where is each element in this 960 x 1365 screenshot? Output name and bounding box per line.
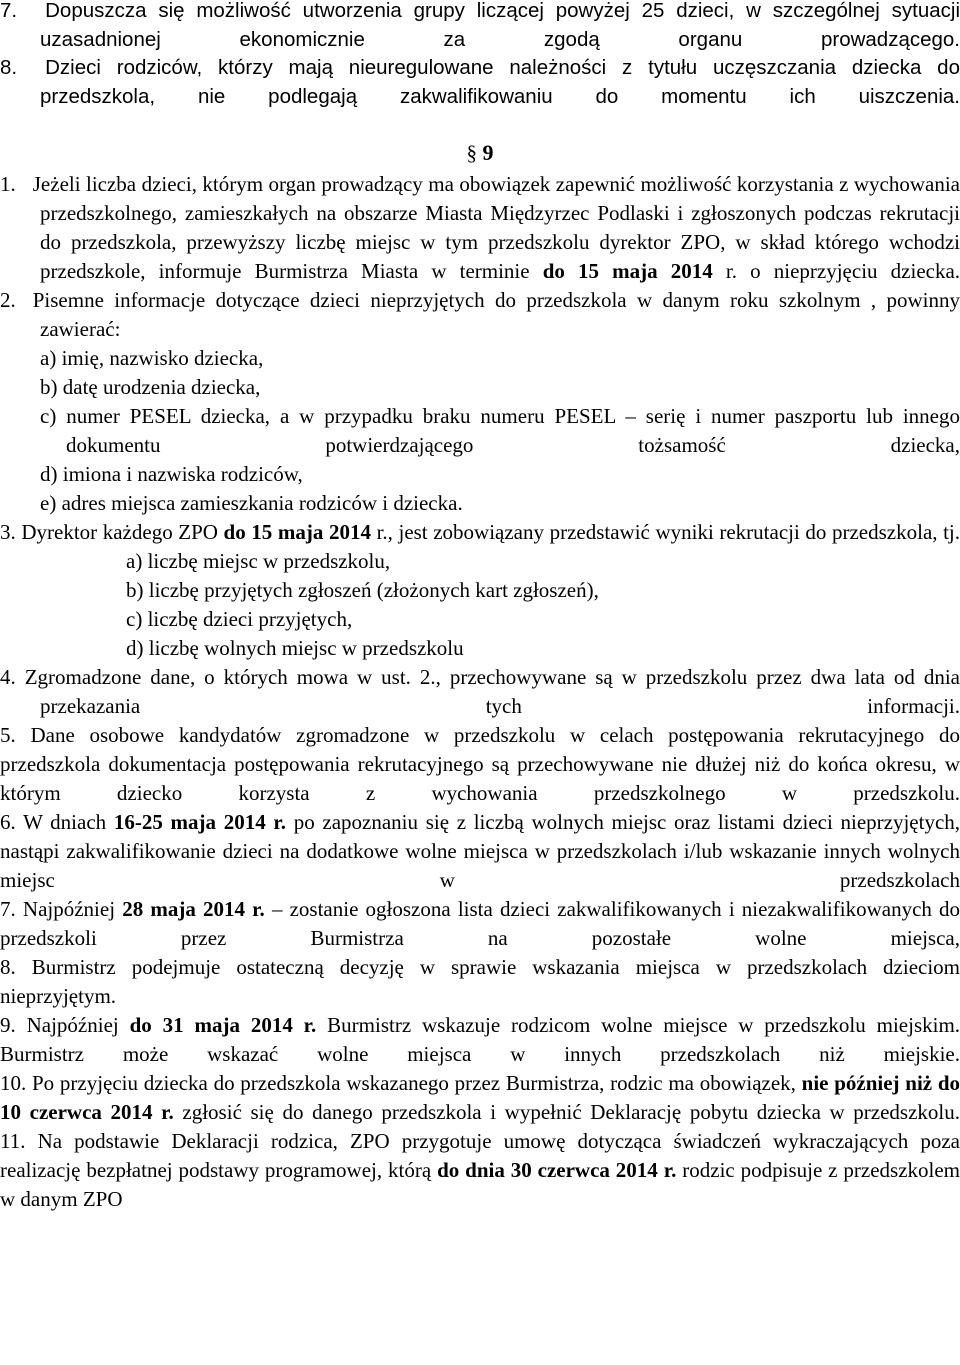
clause-3-date: do 15 maja 2014 <box>223 520 371 544</box>
clause-3 <box>0 518 960 547</box>
clause-8 <box>0 953 960 1011</box>
clause-5-text: Dane osobowe kandydatów zgromadzone w przedszkolu w celach postępowania rekrutacyjnego do przedszkola dokumentacja postępowania rekrutacyjnego są przechowywane nie dłużej niż do końca okresu, w którym dziecko korzysta z wychowania przedszkolnego w przedszkolu. <box>0 723 960 805</box>
clause-6-number: 6. <box>0 810 16 834</box>
clause-11-text-end: rodzic podpisuje z przedszkolem w danym ZPO <box>0 1158 960 1211</box>
clause-3-items <box>0 547 960 663</box>
clause-9-text-end: Burmistrz wskazuje rodzicom wolne miejsce w przedszkolu miejskim. Burmistrz może wskazać wolne miejsca w innych przedszkolach niż miejskie. <box>0 1013 960 1066</box>
paragraph-8-text: Dzieci rodziców, którzy mają nieuregulowane należności z tytułu uczęszczania dziecka do przedszkola, nie podlegają zakwalifikowaniu do momentu ich uiszczenia. <box>40 56 960 108</box>
clause-10 <box>0 1069 960 1127</box>
clause-3-text-end: r., jest zobowiązany przedstawić wyniki rekrutacji do przedszkola, tj. <box>376 520 960 544</box>
clause-7-number: 7. <box>0 897 16 921</box>
clause-9-number: 9. <box>0 1013 16 1037</box>
clause-3-item-b: b) liczbę przyjętych zgłoszeń (złożonych kart zgłoszeń), <box>126 578 599 602</box>
clause-1-text: Jeżeli liczba dzieci, którym organ prowadzący ma obowiązek zapewnić możliwość korzystania z wychowania przedszkolnego, zamieszkałych na obszarze Miasta Międzyrzec Podlaski i zgłoszonych podczas rekrutacji do przedszkola, przewyższy liczbę miejsc w tym przedszkolu dyrektor ZPO, w skład którego wchodzi przedszkole, informuje Burmistrza Miasta w terminie <box>32 172 960 283</box>
clause-11-date: do dnia 30 czerwca 2014 r. <box>437 1158 677 1182</box>
paragraph-7-text: Dopuszcza się możliwość utworzenia grupy liczącej powyżej 25 dzieci, w szczególnej sytuacji uzasadnionej ekonomicznie za zgodą organu prowadzącego. <box>40 0 960 51</box>
clause-1 <box>0 170 960 286</box>
section-number: 9 <box>482 140 494 165</box>
clause-2-text: Pisemne informacje dotyczące dzieci nieprzyjętych do przedszkola w danym roku szkolnym , powinny zawierać: <box>32 288 960 341</box>
paragraph-8 <box>0 54 960 111</box>
clause-3-item-d: d) liczbę wolnych miejsc w przedszkolu <box>126 636 464 660</box>
clause-6-date: 16-25 maja 2014 r. <box>113 810 287 834</box>
section-heading <box>0 138 960 168</box>
clause-9 <box>0 1011 960 1069</box>
clause-10-text: Po przyjęciu dziecka do przedszkola wskazanego przez Burmistrza, rodzic ma obowiązek, <box>31 1071 796 1095</box>
clause-7-date: 28 maja 2014 r. <box>122 897 265 921</box>
clause-5 <box>0 721 960 808</box>
clause-6-text-end: po zapoznaniu się z liczbą wolnych miejsc oraz listami dzieci nieprzyjętych, nastąpi zakwalifikowanie dzieci na dodatkowe wolne miejsca w przedszkolach i/lub wskazanie innych wolnych miejsc w przedszkolach <box>0 810 960 892</box>
clause-4-text: Zgromadzone dane, o których mowa w ust. 2., przechowywane są w przedszkolu przez dwa lata od dnia przekazania tych informacji. <box>24 665 960 718</box>
clause-2-item-c: c) numer PESEL dziecka, a w przypadku braku numeru PESEL – serię i numer paszportu lub innego dokumentu potwierdzającego tożsamość dziecka, <box>40 404 960 457</box>
clause-10-date: nie później niż do 10 czerwca 2014 r. <box>0 1071 960 1124</box>
clause-4-number: 4. <box>0 665 16 689</box>
intro-list <box>0 0 960 111</box>
clause-3-item-a: a) liczbę miejsc w przedszkolu, <box>126 549 391 573</box>
section-mark: § <box>466 141 477 165</box>
clause-4 <box>0 663 960 721</box>
clause-7-text: Najpóźniej <box>22 897 116 921</box>
clause-8-text: Burmistrz podejmuje ostateczną decyzję w sprawie wskazania miejsca w przedszkolach dzieciom nieprzyjętym. <box>0 955 960 1008</box>
clause-10-text-end: zgłosić się do danego przedszkola i wypełnić Deklarację pobytu dziecka w przedszkolu. <box>182 1100 960 1124</box>
clause-1-text-end: r. o nieprzyjęciu dziecka. <box>725 259 960 283</box>
clause-7-text-end: – zostanie ogłoszona lista dzieci zakwalifikowanych i niezakwalifikowanych do przedszkoli przez Burmistrza na pozostałe wolne miejsca, <box>0 897 960 950</box>
paragraph-8-number: 8. <box>0 56 18 79</box>
clause-2-item-d: d) imiona i nazwiska rodziców, <box>40 462 303 486</box>
clause-7 <box>0 895 960 953</box>
clause-9-lead: Najpóźniej <box>26 1013 119 1037</box>
clause-1-date: do 15 maja 2014 <box>542 259 713 283</box>
clause-2-item-e: e) adres miejsca zamieszkania rodziców i dziecka. <box>40 491 463 515</box>
clause-8-number: 8. <box>0 955 16 979</box>
clause-2-item-b: b) datę urodzenia dziecka, <box>40 375 261 399</box>
clause-11-number: 11. <box>0 1129 26 1153</box>
clause-10-number: 10. <box>0 1071 27 1095</box>
clause-2-items <box>0 344 960 518</box>
clause-3-number: 3. <box>0 520 16 544</box>
clause-11 <box>0 1127 960 1214</box>
paragraph-7 <box>0 0 960 54</box>
clause-3-text: Dyrektor każdego ZPO <box>21 520 218 544</box>
clause-6 <box>0 808 960 895</box>
clause-9-date: do 31 maja 2014 r. <box>129 1013 317 1037</box>
clause-6-text: W dniach <box>23 810 107 834</box>
clause-3-item-c: c) liczbę dzieci przyjętych, <box>126 607 353 631</box>
paragraph-7-number: 7. <box>0 0 18 22</box>
clause-1-number: 1. <box>0 172 16 196</box>
clause-2-number: 2. <box>0 288 16 312</box>
clause-5-number: 5. <box>0 723 16 747</box>
clause-11-text: Na podstawie Deklaracji rodzica, ZPO przygotuje umowę dotycząca świadczeń wykraczających poza realizację bezpłatnej podstawy programowej, którą <box>0 1129 960 1182</box>
clause-2 <box>0 286 960 344</box>
clause-2-item-a: a) imię, nazwisko dziecka, <box>40 346 264 370</box>
